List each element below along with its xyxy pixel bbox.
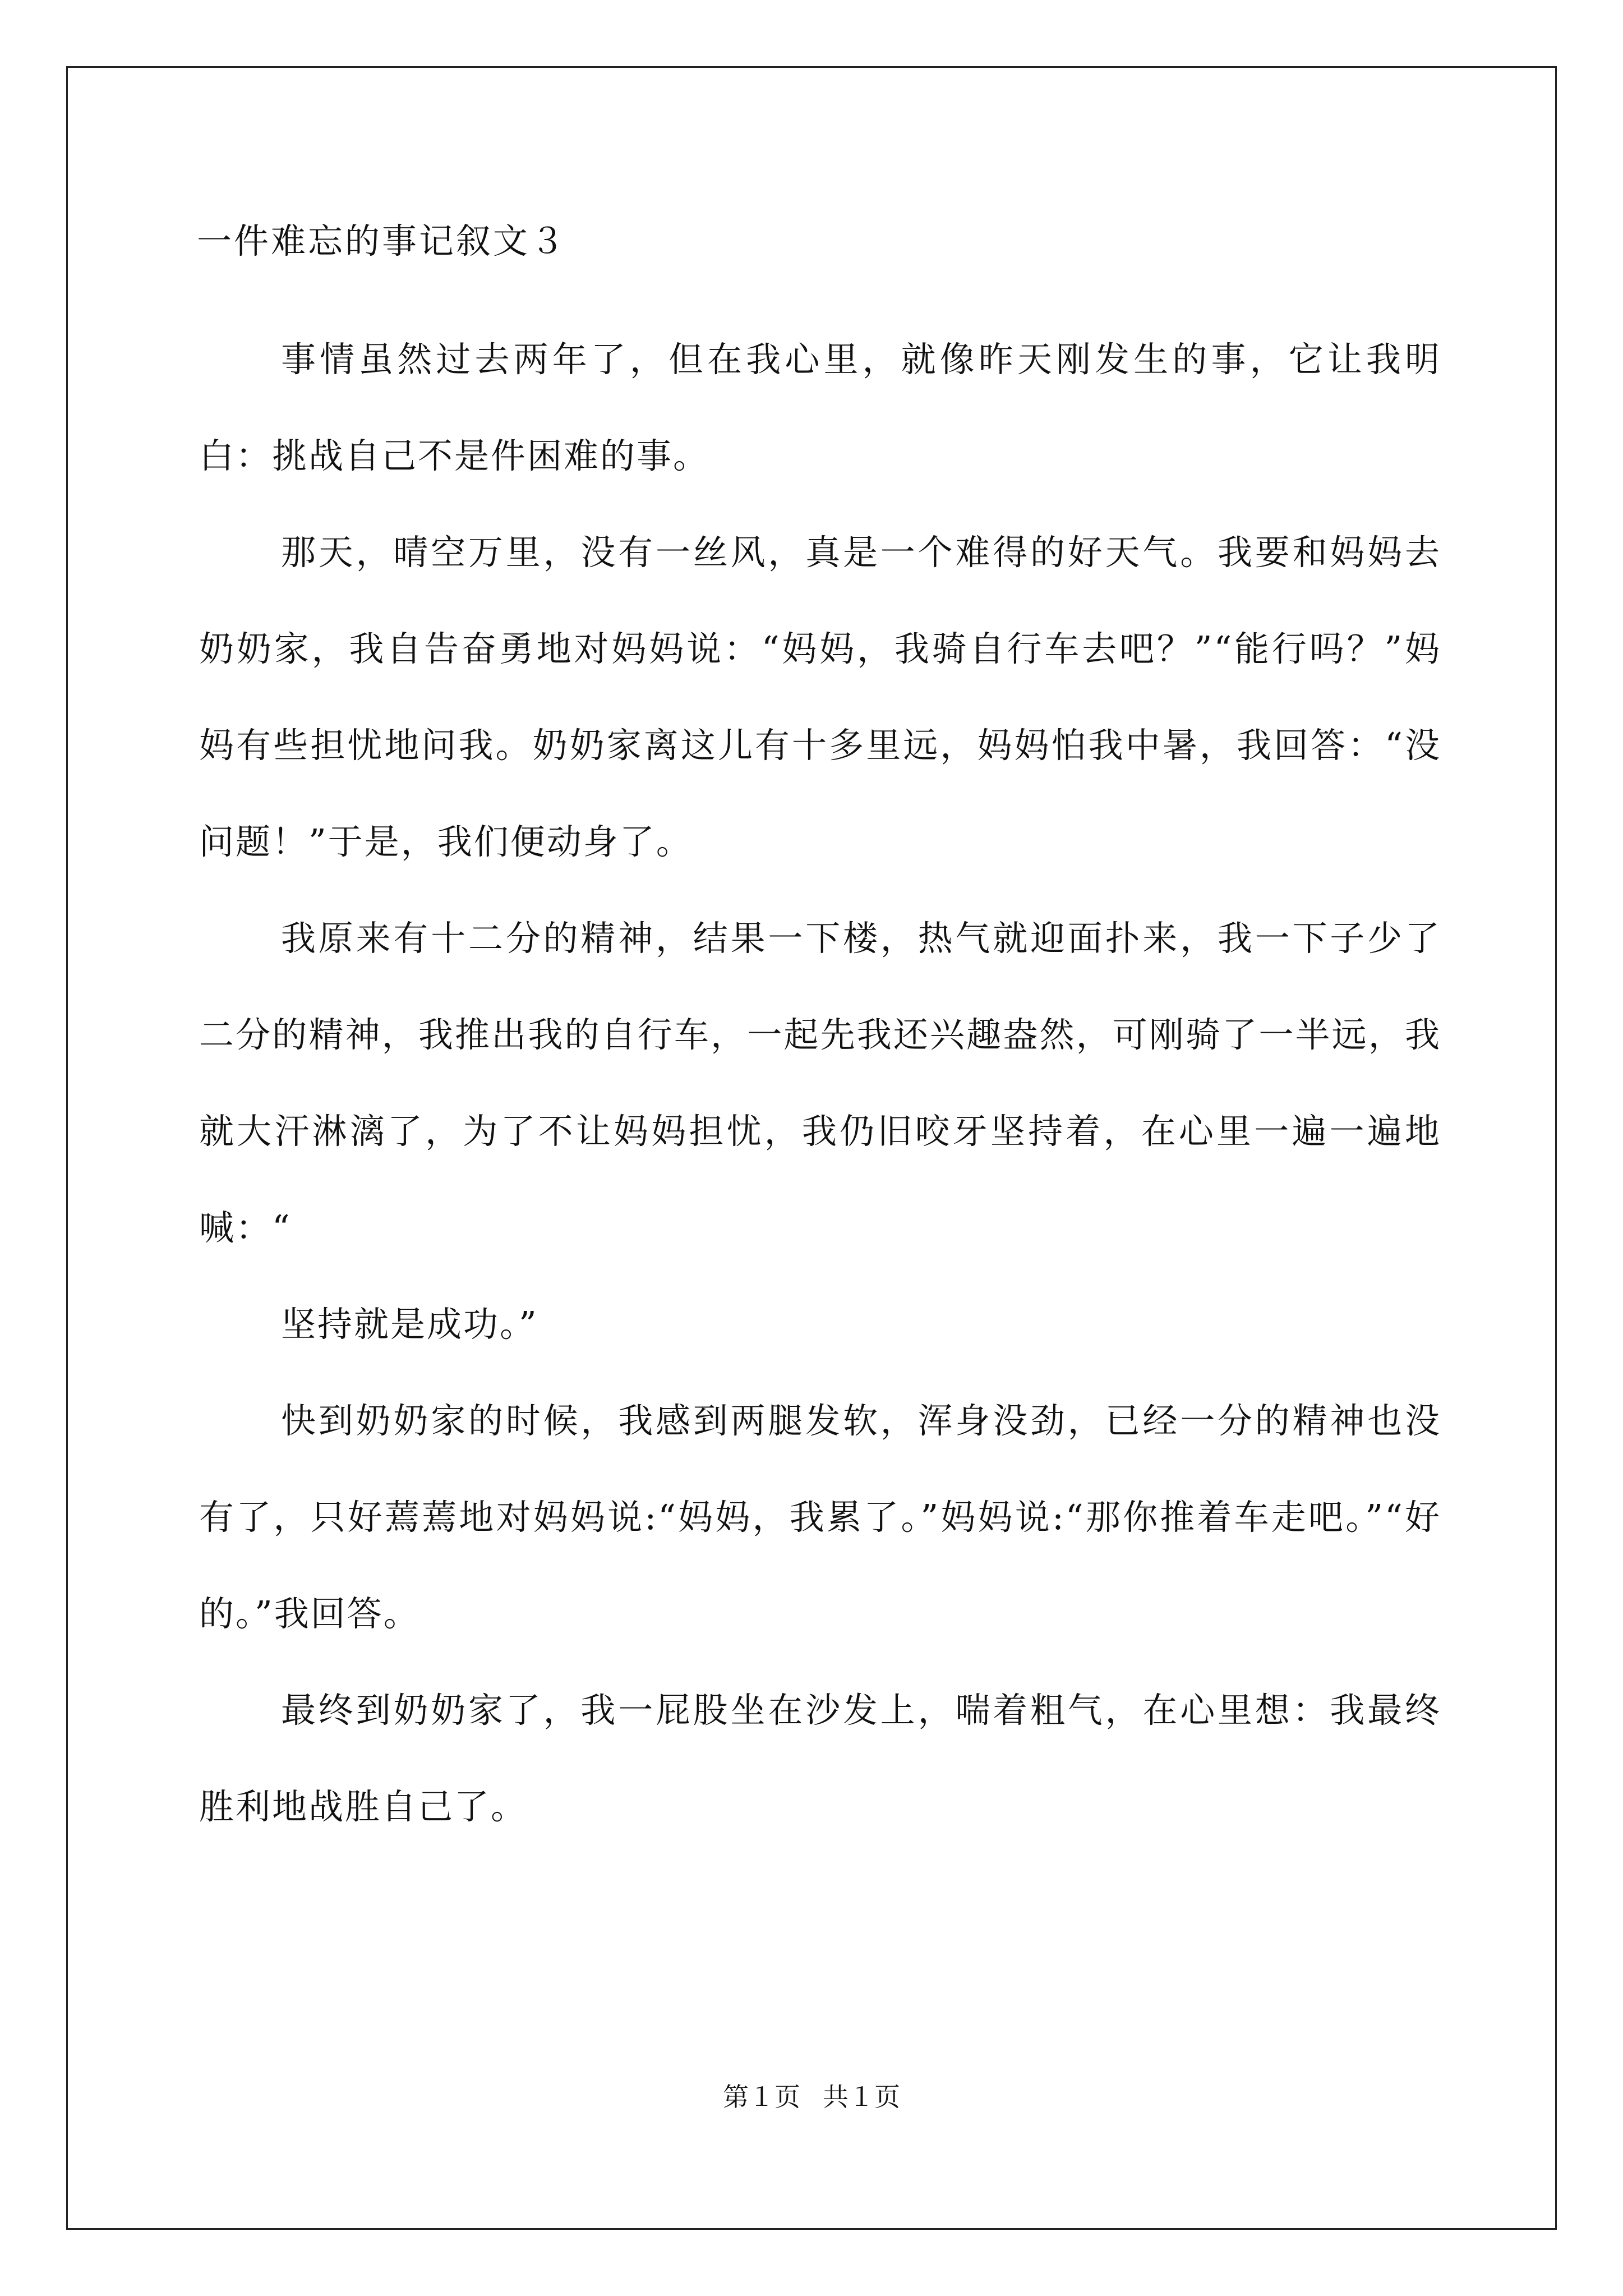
paragraph: 快到奶奶家的时候，我感到两腿发软，浑身没劲，已经一分的精神也没有了，只好蔫蔫地对妈妈说:“妈妈，我累了。”妈妈说:“那你推着车走吧。”“好的。”我回答。 (199, 1400, 1441, 1634)
page-total: 共１页 (823, 2082, 900, 2112)
paragraph: 最终到奶奶家了，我一屁股坐在沙发上，喘着粗气，在心里想：我最终胜利地战胜自己了。 (199, 1690, 1441, 1827)
document-body (199, 216, 1441, 1855)
page-number: 第１页 (723, 2082, 800, 2112)
page-footer (0, 2080, 1623, 2114)
document-title: 一件难忘的事记叙文３ (197, 220, 568, 261)
paragraph: 事情虽然过去两年了，但在我心里，就像昨天刚发生的事，它让我明白：挑战自己不是件困难的事。 (199, 339, 1441, 476)
paragraph: 那天，晴空万里，没有一丝风，真是一个难得的好天气。我要和妈妈去奶奶家，我自告奋勇地对妈妈说：“妈妈，我骑自行车去吧？”“能行吗？”妈妈有些担忧地问我。奶奶家离这儿有十多里远，妈妈怕我中暑，我回答：“没问题！”于是，我们便动身了。 (199, 532, 1441, 862)
paragraph: 坚持就是成功。” (281, 1304, 538, 1345)
paragraph: 我原来有十二分的精神，结果一下楼，热气就迎面扑来，我一下子少了二分的精神，我推出我的自行车，一起先我还兴趣盎然，可刚骑了一半远，我就大汗淋漓了，为了不让妈妈担忧，我仍旧咬牙坚持着，在心里一遍一遍地喊：“ (199, 918, 1441, 1248)
